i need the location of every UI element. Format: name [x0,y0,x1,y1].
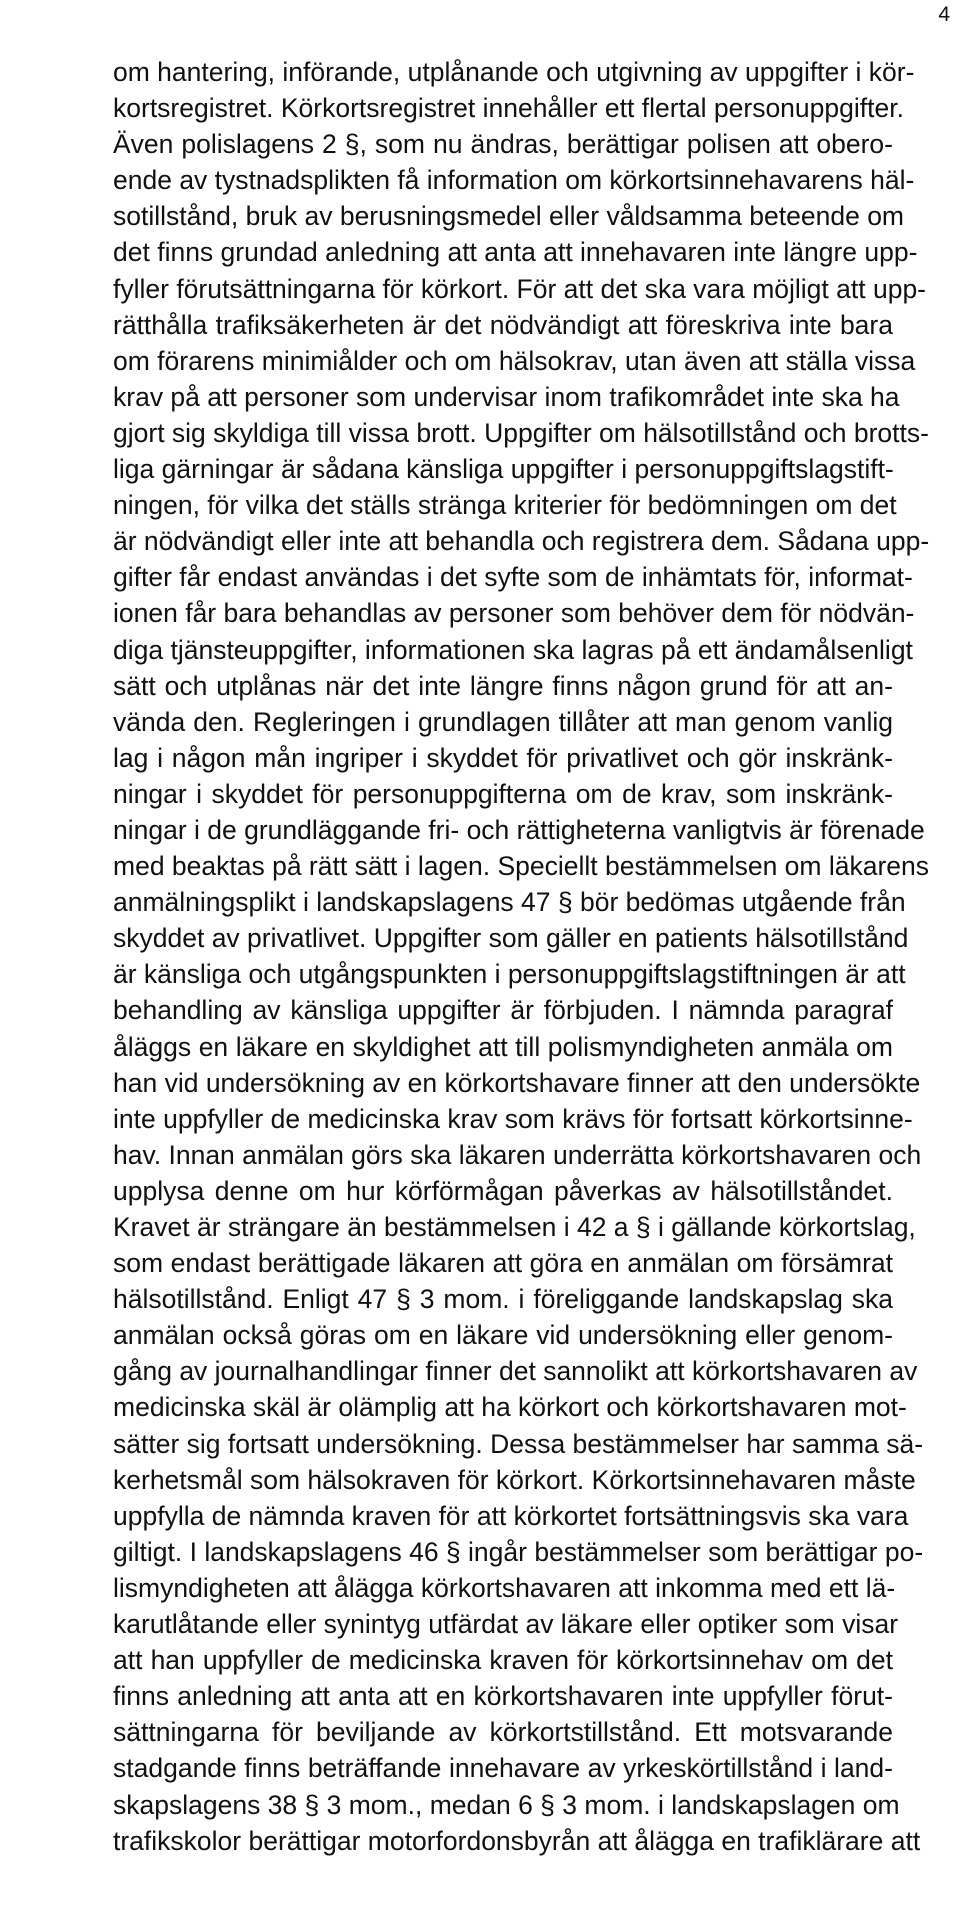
text-line: vända den. Regleringen i grundlagen tillåter att man genom vanlig [113,706,893,737]
text-line: är nödvändigt eller inte att behandla och registrera dem. Sådana upp- [113,526,930,557]
text-line: gifter får endast användas i det syfte som de inhämtats för, informat- [113,562,913,593]
text-line: medicinska skäl är olämplig att ha körkort och körkortshavaren mot- [113,1392,907,1423]
text-line: det finns grundad anledning att anta att innehavaren inte längre upp- [113,237,918,268]
text-line: hav. Innan anmälan görs ska läkaren underrätta körkortshavaren och [113,1139,922,1170]
text-line: ningar i skyddet för personuppgifterna om de krav, som inskränk- [113,778,893,809]
body-text [113,54,930,1859]
text-line: skyddet av privatlivet. Uppgifter som gäller en patients hälsotillstånd [113,923,909,954]
text-line: Kravet är strängare än bestämmelsen i 42 a § i gällande körkortslag, [113,1212,916,1242]
text-line: att han uppfyller de medicinska kraven för körkortsinnehav om det [113,1645,893,1676]
text-line: stadgande finns beträffande innehavare av yrkeskörtillstånd i land- [113,1753,893,1784]
text-line: kerhetsmål som hälsokraven för körkort. Körkortsinnehavaren måste [113,1464,916,1495]
text-line: ende av tystnadsplikten få information om körkortsinnehavarens häl- [113,165,915,196]
text-line: sättningarna för beviljande av körkortstillstånd. Ett motsvarande [113,1717,893,1748]
text-line: gjort sig skyldiga till vissa brott. Uppgifter om hälsotillstånd och brotts- [113,417,929,448]
text-line: trafikskolor berättigar motorfordonsbyrån att ålägga en trafiklärare att [113,1825,921,1856]
text-line: om hantering, införande, utplånande och utgivning av uppgifter i kör- [113,57,915,87]
text-line: inte uppfyller de medicinska krav som krävs för fortsatt körkortsinne- [113,1103,913,1134]
text-line: krav på att personer som undervisar inom trafikområdet inte ska ha [113,381,900,412]
text-line: ningar i de grundläggande fri- och rättigheterna vanligtvis är förenade [113,814,925,845]
text-line: är känsliga och utgångspunkten i personuppgiftslagstiftningen är att [113,959,906,990]
text-line: lag i någon mån ingriper i skyddet för privatlivet och gör inskränk- [113,742,893,773]
text-line: han vid undersökning av en körkortshavare finner att den undersökte [113,1067,921,1098]
text-line: diga tjänsteuppgifter, informationen ska lagras på ett ändamålsenligt [113,634,913,665]
text-line: sätt och utplånas när det inte längre finns någon grund för att an- [113,670,893,701]
text-line: rätthålla trafiksäkerheten är det nödvändigt att föreskriva inte bara [113,309,893,340]
page-number: 4 [938,3,950,26]
text-line: sotillstånd, bruk av berusningsmedel eller våldsamma beteende om [113,201,905,232]
text-line: finns anledning att anta att en körkortshavaren inte uppfyller förut- [113,1681,893,1712]
text-line: åläggs en läkare en skyldighet att till polismyndigheten anmäla om [113,1031,893,1062]
text-line: kortsregistret. Körkortsregistret innehåller ett flertal personuppgifter. [113,93,904,124]
text-line: fyller förutsättningarna för körkort. För att det ska vara möjligt att upp- [113,273,927,304]
text-line: upplysa denne om hur körförmågan påverkas av hälsotillståndet. [113,1175,893,1206]
text-line: anmälan också göras om en läkare vid undersökning eller genom- [113,1320,893,1351]
text-line: behandling av känsliga uppgifter är förbjuden. I nämnda paragraf [113,995,893,1026]
text-line: lismyndigheten att ålägga körkortshavaren att inkomma med ett lä- [113,1572,896,1603]
text-line: giltigt. I landskapslagens 46 § ingår bestämmelser som berättigar po- [113,1536,924,1567]
text-line: skapslagens 38 § 3 mom., medan 6 § 3 mom. i landskapslagen om [113,1789,900,1820]
text-line: liga gärningar är sådana känsliga uppgifter i personuppgiftslagstift- [113,454,894,485]
text-line: ionen får bara behandlas av personer som behöver dem för nödvän- [113,598,915,629]
text-line: sätter sig fortsatt undersökning. Dessa bestämmelser har samma sä- [113,1428,924,1459]
text-line: anmälningsplikt i landskapslagens 47 § bör bedömas utgående från [113,887,906,918]
text-line: uppfylla de nämnda kraven för att körkortet fortsättningsvis ska vara [113,1500,909,1531]
text-line: som endast berättigade läkaren att göra en anmälan om försämrat [113,1248,893,1279]
text-line: med beaktas på rätt sätt i lagen. Speciellt bestämmelsen om läkarens [113,851,930,882]
text-line: gång av journalhandlingar finner det sannolikt att körkortshavaren av [113,1356,918,1387]
text-line: om förarens minimiålder och om hälsokrav, utan även att ställa vissa [113,345,916,376]
text-line: hälsotillstånd. Enligt 47 § 3 mom. i föreliggande landskapslag ska [113,1284,893,1315]
text-line: karutlåtande eller synintyg utfärdat av läkare eller optiker som visar [113,1609,899,1640]
text-line: ningen, för vilka det ställs stränga kriterier för bedömningen om det [113,490,897,521]
text-line: Även polislagens 2 §, som nu ändras, berättigar polisen att obero- [113,129,893,160]
